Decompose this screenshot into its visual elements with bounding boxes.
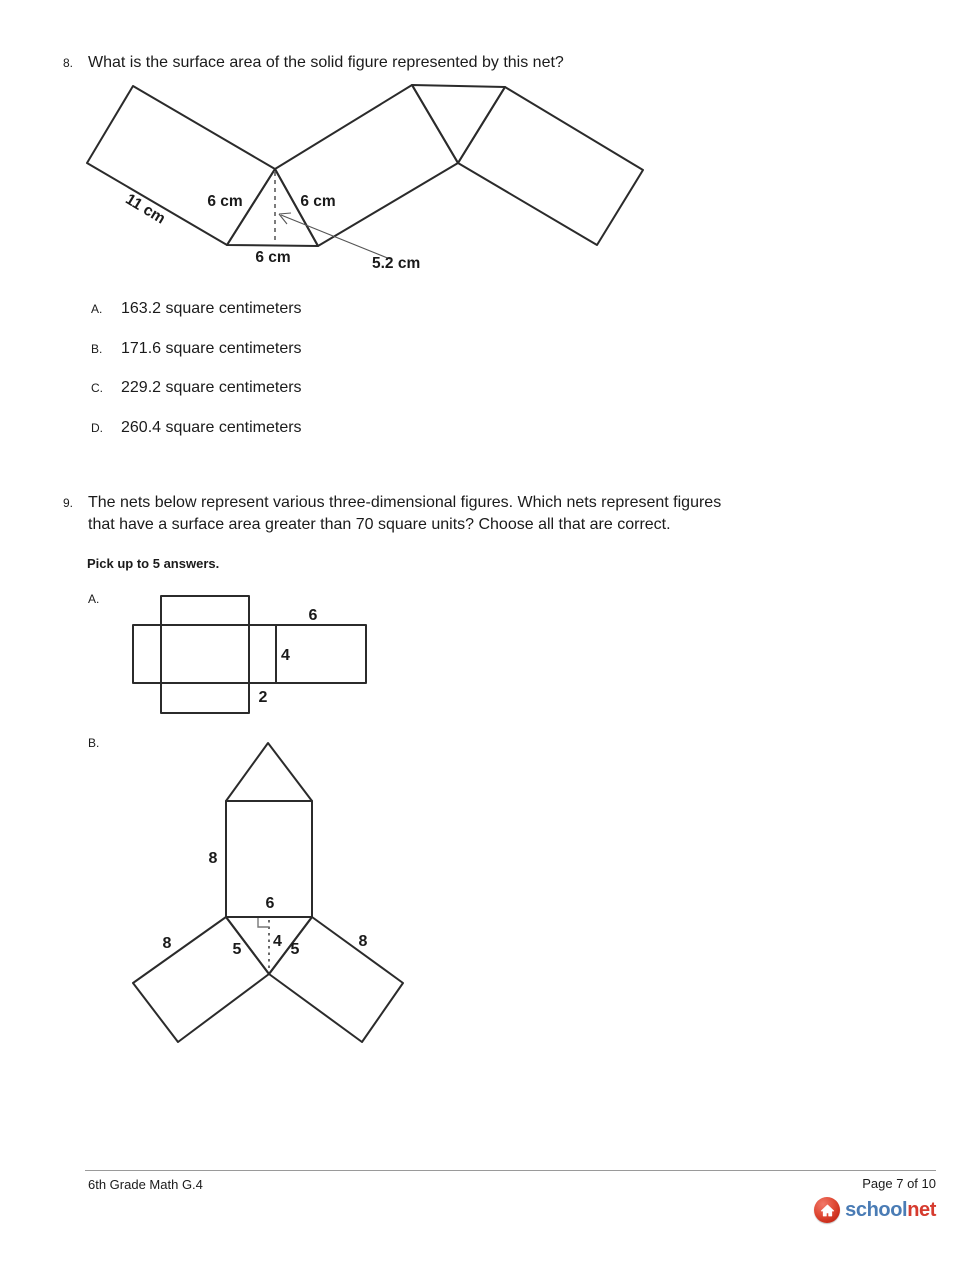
option-a-text: 163.2 square centimeters [121,300,302,317]
label-triangle-left: 6 cm [207,193,243,210]
question-8-text: What is the surface area of the solid figure represented by this net? [88,54,564,71]
option-row-b [91,340,302,358]
question-9-text-line1: The nets below represent various three-dimensional figures. Which nets represent figures [88,494,722,511]
net-b-label-base: 6 [265,895,275,912]
option-c-letter: C. [91,381,103,395]
option-b-letter: B. [91,342,103,356]
net-triangle-top [412,85,505,163]
net-b-label-tri-right: 5 [290,941,300,958]
logo-school-text: school [845,1198,908,1221]
question-9-text [88,492,888,536]
label-triangle-right: 6 cm [300,193,336,210]
pick-answers-instruction: Pick up to 5 answers. [87,556,220,571]
net-a-top-flap [161,596,249,625]
net-a-label-height: 4 [281,647,290,664]
net-b-label-right-wing: 8 [358,933,368,950]
home-icon-glyph [819,1202,836,1219]
home-icon [814,1197,840,1223]
question-8-net-figure [60,75,660,275]
net-b-label-left-wing: 8 [162,935,172,952]
net-b-letter: B. [88,736,100,750]
footer-course-title: 6th Grade Math G.4 [88,1177,203,1192]
net-rectangle-left [87,86,275,245]
question-9-text-line2: that have a surface area greater than 70 square units? Choose all that are correct. [88,516,671,533]
option-row-c [91,379,302,397]
label-triangle-height: 5.2 cm [372,255,421,272]
schoolnet-wordmark [845,1199,936,1222]
right-angle-mark [258,918,269,927]
option-d-letter: D. [91,421,103,435]
net-b-left-wing [133,917,269,1042]
net-b-right-wing [269,917,403,1042]
question-9-net-a-figure [130,593,370,718]
net-a-bottom-flap [161,683,249,713]
option-c-text: 229.2 square centimeters [121,379,302,396]
net-b-label-height: 4 [273,933,282,950]
option-b-text: 171.6 square centimeters [121,340,302,357]
leader-line [281,215,390,259]
question-9-net-b-figure [130,737,410,1052]
net-a-dividers [161,625,276,683]
net-a-letter: A. [88,592,100,606]
option-row-a [91,300,302,318]
logo-net-text: net [907,1198,936,1221]
option-d-text: 260.4 square centimeters [121,419,302,436]
question-9-number: 9. [63,496,74,510]
option-a-letter: A. [91,302,103,316]
net-rectangle-middle [275,85,458,246]
option-row-d [91,419,302,437]
net-b-label-rect-side: 8 [208,850,218,867]
schoolnet-logo [814,1197,936,1223]
net-b-top-triangle [226,743,312,801]
footer-page-number: Page 7 of 10 [862,1176,936,1191]
footer-divider [85,1170,936,1171]
question-8-number: 8. [63,56,74,70]
net-a-label-length: 6 [308,607,318,624]
net-b-label-tri-left: 5 [232,941,242,958]
net-a-label-depth: 2 [258,689,268,706]
label-slant-side: 11 cm [122,190,169,228]
label-triangle-base: 6 cm [255,249,291,266]
net-rectangle-right [458,87,643,245]
